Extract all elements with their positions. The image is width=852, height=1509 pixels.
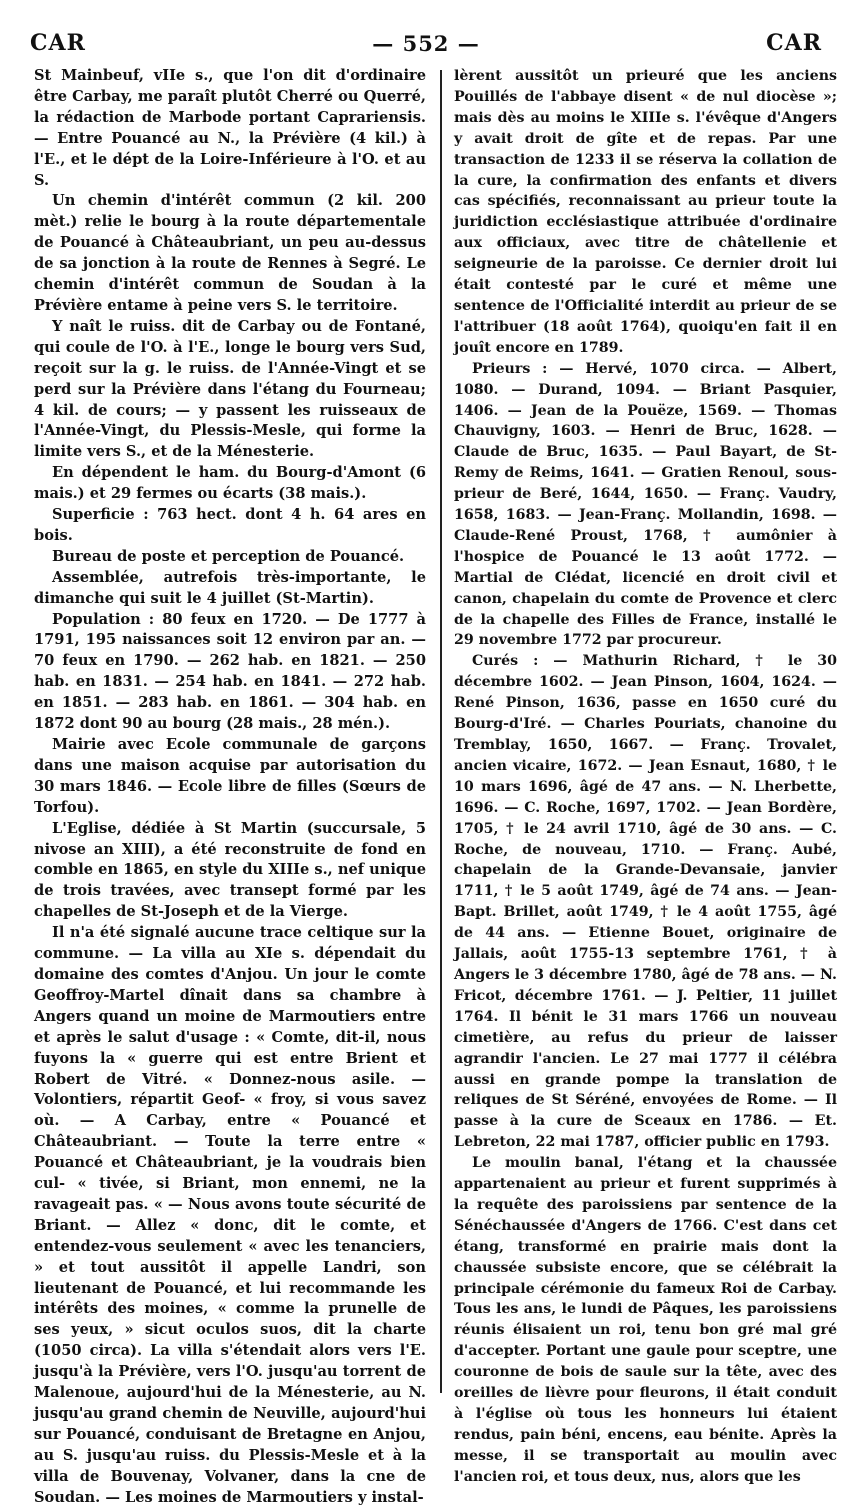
paragraph: Curés : — Mathurin Richard, † le 30 décembre 1602. — Jean Pinson, 1604, 1624. — René Pinson, 1636, passe en 1650 curé du Bourg-d'Iré. — Charles Pouriats, chanoine du Tremblay, 1650, 1667. — Franç. Trovalet, ancien vicaire, 1672. — Jean Esnaut, 1680, † le 10 mars 1696, âgé de 47 ans. — N. Lherbette, 1696. — C. Roche, 1697, 1702. — Jean Bordère, 1705, † le 24 avril 1710, âgé de 30 ans. — C. Roche, de nouveau, 1710. — Franç. Aubé, chapelain de la Grande-Devansaie, janvier 1711, † le 5 août 1749, âgé de 74 ans. — Jean-Bapt. Brillet, août 1749, † le 4 août 1755, âgé de 44 ans. — Etienne Bouet, originaire de Jallais, août 1755-13 septembre 1761, † à Angers le 3 décembre 1780, âgé de 78 ans. — N. Fricot, décembre 1761. — J. Peltier, 11 juillet 1764. Il bénit le 31 mars 1766 un nouveau cimetière, au refus du prieur de laisser agrandir l'ancien. Le 27 mai 1777 il célébra aussi en grande pompe la translation de reliques de St Séréné, envoyées de Rome. — Il passe à la cure de Sceaux en 1786. — Et. Lebreton, 22 mai 1787, officier public en 1793. (454, 653, 837, 1151)
paragraph: En dépendent le ham. du Bourg-d'Amont (6 mais.) et 29 fermes ou écarts (38 mais.). (34, 464, 426, 503)
left-column (34, 66, 426, 1509)
header-right: CAR (766, 30, 822, 56)
paragraph: Prieurs : — Hervé, 1070 circa. — Albert, 1080. — Durand, 1094. — Briant Pasquier, 1406. — Jean de la Pouëze, 1569. — Thomas Chauvigny, 1603. — Henri de Bruc, 1628. — Claude de Bruc, 1635. — Paul Bayart, de St-Remy de Reims, 1641. — Gratien Renoul, sous-prieur de Beré, 1644, 1650. — Franç. Vaudry, 1658, 1683. — Jean-Franç. Mollandin, 1698. — Claude-René Proust, 1768, † aumônier à l'hospice de Pouancé le 13 août 1772. — Martial de Clédat, licencié en droit civil et canon, chapelain du comte de Provence et clerc de la chapelle des Filles de France, installé le 29 novembre 1772 par procureur. (454, 360, 837, 649)
right-column (454, 66, 837, 1488)
paragraph: L'Eglise, dédiée à St Martin (succursale, 5 nivose an XIII), a été reconstruite de fond en comble en 1865, en style du XIIIe s., nef unique de trois travées, avec transept formé par les chapelles de St-Joseph et de la Vierge. (34, 819, 426, 921)
header-left: CAR (30, 30, 86, 56)
paragraph: lèrent aussitôt un prieuré que les anciens Pouillés de l'abbaye disent « de nul diocèse »; mais dès au moins le XIIIe s. l'évêque d'Angers y avait droit de gîte et de repas. Par une transaction de 1233 il se réserva la collation de la cure, la confirmation des enfants et divers cas spécifiés, reconnaissant au prieur toute la juridiction ecclésiastique attribuée d'ordinaire aux officiaux, avec titre de châtellenie et seigneurie de la paroisse. Ce dernier droit lui était contesté par le curé et même une sentence de l'Officialité interdit au prieur de se l'attribuer (18 août 1764), quoiqu'en fait il en jouît encore en 1789. (454, 68, 837, 356)
paragraph: Bureau de poste et perception de Pouancé. (52, 547, 405, 565)
paragraph: Y naît le ruiss. dit de Carbay ou de Fontané, qui coule de l'O. à l'E., longe le bourg vers Sud, reçoit sur la g. le ruiss. de l'Année-Vingt et se perd sur la Prévière dans l'étang du Fourneau; 4 kil. de cours; — y passent les ruisseaux de l'Année-Vingt, du Plessis-Mesle, qui forme la limite vers S., et de la Ménesterie. (34, 317, 426, 461)
paragraph: Population : 80 feux en 1720. — De 1777 à 1791, 195 naissances soit 12 environ par an. — 70 feux en 1790. — 262 hab. en 1821. — 250 hab. en 1831. — 254 hab. en 1841. — 272 hab. en 1851. — 283 hab. en 1861. — 304 hab. en 1872 dont 90 au bourg (28 mais., 28 mén.). (34, 610, 426, 733)
paragraph: Un chemin d'intérêt commun (2 kil. 200 mèt.) relie le bourg à la route départementale de Pouancé à Châteaubriant, un peu au-dessus de sa jonction à la route de Rennes à Segré. Le chemin d'intérêt commun de Soudan à la Prévière entame à peine vers S. le territoire. (34, 192, 426, 314)
page-number: — 552 — (372, 30, 480, 56)
paragraph: Superficie : 763 hect. dont 4 h. 64 ares en bois. (34, 506, 426, 544)
paragraph: Le moulin banal, l'étang et la chaussée appartenaient au prieur et furent supprimés à la requête des paroissiens par sentence de la Sénéchaussée d'Angers de 1766. C'est dans cet étang, transformé en prairie mais dont la chaussée subsiste encore, que se célébrait la principale cérémonie du fameux Roi de Carbay. Tous les ans, le lundi de Pâques, les paroissiens réunis élisaient un roi, tenu bon gré mal gré d'accepter. Portant une gaule pour sceptre, une couronne de bois de saule sur la tête, avec des oreilles de lièvre pour fleurons, il était conduit à l'église où tous les honneurs lui étaient rendus, pain béni, encens, eau bénite. Après la messe, il se transportait au moulin avec l'ancien roi, et tous deux, nus, alors que les (454, 1155, 837, 1485)
paragraph: St Mainbeuf, vIIe s., que l'on dit d'ordinaire être Carbay, me paraît plutôt Cherré ou Querré, la rédaction de Marbode portant Caprariensis. — Entre Pouancé au N., la Prévière (4 kil.) à l'E., et le dépt de la Loire-Inférieure à l'O. et au S. (34, 67, 426, 189)
column-divider (440, 70, 442, 1393)
paragraph: Assemblée, autrefois très-importante, le dimanche qui suit le 4 juillet (St-Martin). (34, 568, 426, 607)
running-header (30, 26, 822, 60)
paragraph: Mairie avec Ecole communale de garçons dans une maison acquise par autorisation du 30 mars 1846. — Ecole libre de filles (Sœurs de Torfou). (34, 736, 426, 816)
paragraph: Il n'a été signalé aucune trace celtique sur la commune. — La villa au XIe s. dépendait du domaine des comtes d'Anjou. Un jour le comte Geoffroy-Martel dînait dans sa chambre à Angers quand un moine de Marmoutiers entre et après le salut d'usage : « Comte, dit-il, nous fuyons la « guerre qui est entre Brient et Robert de Vitré. « Donnez-nous asile. — Volontiers, répartit Geof- « froy, si vous savez où. — A Carbay, entre « Pouancé et Châteaubriant. — Toute la terre entre « Pouancé et Châteaubriant, je la voudrais bien cul- « tivée, si Briant, mon ennemi, ne la ravageait pas. « — Nous avons toute sécurité de Briant. — Allez « donc, dit le comte, et entendez-vous seulement « avec les tenanciers, » et tout aussitôt il appelle Landri, son lieutenant de Pouancé, et lui recommande les intérêts des moines, « comme la prunelle de ses yeux, » sicut oculos suos, dit la charte (1050 circa). La villa s'étendait alors vers l'E. jusqu'à la Prévière, vers l'O. jusqu'au torrent de Malenoue, aujourd'hui de la Ménesterie, au N. jusqu'au grand chemin de Neuville, aujourd'hui sur Pouancé, conduisant de Bretagne en Anjou, au S. jusqu'au ruiss. du Plessis-Mesle et à la villa de Bouvenay, Volvaner, dans la cne de Soudan. — Les moines de Marmoutiers y instal- (34, 924, 426, 1506)
